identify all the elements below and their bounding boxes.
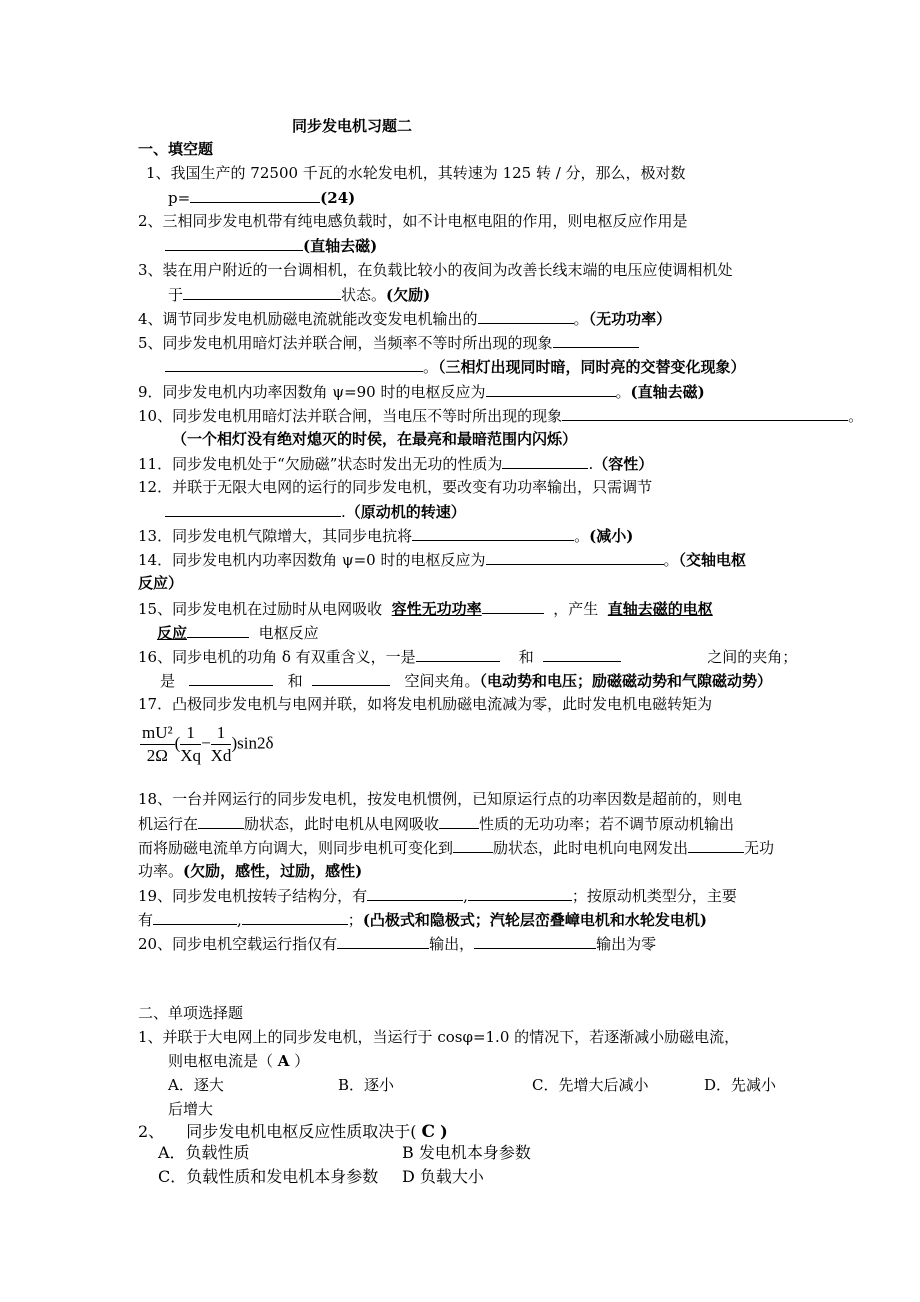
answer-blank (189, 670, 273, 686)
formula-fraction: $\frac{\text{mU²}}{2\Omega}$ (142, 723, 173, 765)
question-4-text: 4、调节同步发电机励磁电流就能改变发电机输出的 。（无功功率） (138, 310, 672, 328)
answer-blank (165, 501, 341, 517)
answer-blank (190, 187, 320, 203)
answer-blank (688, 837, 744, 853)
answer-blank (165, 235, 303, 251)
answer-blank (312, 670, 390, 686)
question-16-text: 16、同步电机的功角 δ 有双重含义，一是 和 之间的夹角； (138, 648, 798, 666)
answer-blank (439, 813, 479, 829)
answer-blank (553, 332, 639, 348)
answer-blank (412, 525, 574, 541)
section-fill-blank: 一、填空题 (138, 140, 214, 158)
question-20-text: 20、同步电机空载运行指仅有 输出， 输出为零 (138, 935, 657, 953)
question-18-line2: 机运行在 励状态，此时电机从电网吸收 性质的无功功率；若不调节原动机输出 (138, 815, 735, 833)
question-11-text: 11．同步发电机处于“欠励磁”状态时发出无功的性质为 .（容性） (138, 455, 654, 473)
answer-blank (502, 453, 588, 469)
question-18-text: 18、一台并网运行的同步发电机，按发电机惯例，已知原运行点的功率因数是超前的，则电 (138, 790, 743, 808)
torque-formula: $\frac{\text{mU²}}{2\Omega}$ ( $\frac{1}{Xq}$ − $\frac{1}{Xd}$ )sin2δ (142, 723, 274, 765)
question-15-cont: 反应 电枢反应 (157, 624, 319, 642)
answer-blank (337, 933, 429, 949)
answer-blank (453, 837, 493, 853)
question-1-blank-line: p= (24) (168, 189, 356, 207)
answer-blank (153, 909, 237, 925)
mc-2-answer: C (421, 1122, 436, 1142)
mc-2-option-d: D 负载大小 (402, 1167, 484, 1186)
question-3-blank-line: 于 状态。(欠励) (168, 286, 431, 304)
question-3-text: 3、装在用户附近的一台调相机，在负载比较小的夜间为改善长线末端的电压应使调相机处 (138, 261, 733, 279)
answer-blank (367, 885, 463, 901)
question-1-text: 1、我国生产的 72500 千瓦的水轮发电机，其转速为 125 转 / 分，那么，极对数 (146, 164, 686, 182)
question-14-answer-cont: 反应） (138, 574, 184, 592)
answer-blank (486, 549, 664, 565)
question-9-text: 9．同步发电机内功率因数角 ψ=90 时的电枢反应为 。(直轴去磁) (138, 383, 705, 401)
mc-question-2-text: 2、 同步发电机电枢反应性质取决于( C ) (138, 1122, 448, 1142)
answer-underlined: 容性无功功率 (391, 600, 482, 618)
answer-blank (198, 813, 244, 829)
answer-blank (242, 909, 348, 925)
mc-1-option-d: D．先减小 (704, 1076, 777, 1094)
answer-blank (478, 308, 574, 324)
question-18-line3: 而将励磁电流单方向调大，则同步电机可变化到 励状态，此时电机向电网发出 无功 (138, 839, 775, 857)
answer-blank (486, 381, 616, 397)
answer-blank (183, 284, 341, 300)
question-10-text: 10、同步发电机用暗灯法并联合闸，当电压不等时所出现的现象 。 (138, 407, 864, 425)
page-title: 同步发电机习题二 (292, 117, 413, 135)
question-5-blank-line: 。（三相灯出现同时暗，同时亮的交替变化现象） (165, 356, 746, 377)
question-14-text: 14．同步发电机内功率因数角 ψ=0 时的电枢反应为 。（交轴电枢 (138, 551, 747, 569)
answer-blank (543, 646, 621, 662)
question-10-answer: （一个相灯没有绝对熄灭的时侯，在最亮和最暗范围内闪烁） (172, 430, 578, 448)
question-19-line2: 有 , ；(凸极式和隐极式；汽轮层峦叠嶂电机和水轮发电机) (138, 911, 708, 929)
question-12-text: 12．并联于无限大电网的运行的同步发电机，要改变有功功率输出，只需调节 (138, 478, 653, 496)
mc-1-option-d-cont: 后增大 (168, 1100, 214, 1118)
question-2-text: 2、三相同步发电机带有纯电感负载时，如不计电枢电阻的作用，则电枢反应作用是 (138, 212, 688, 230)
question-12-blank-line: .（原动机的转速） (165, 501, 466, 522)
question-19-text: 19、同步发电机按转子结构分，有 , ；按原动机类型分，主要 (138, 887, 737, 905)
question-15-text: 15、同步发电机在过励时从电网吸收 容性无功功率 ，产生 直轴去磁的电枢 (138, 600, 713, 618)
question-18-line4: 功率。(欠励，感性，过励，感性) (138, 862, 363, 880)
section-multiple-choice: 二、单项选择题 (138, 1004, 244, 1022)
mc-2-option-c: C．负载性质和发电机本身参数 (158, 1167, 379, 1186)
mc-question-1-text: 1、并联于大电网上的同步发电机，当运行于 cosφ=1.0 的情况下，若逐渐减小励磁电流， (138, 1028, 740, 1046)
mc-question-1-cont: 则电枢电流是（ A ） (168, 1052, 310, 1070)
answer-blank (468, 885, 572, 901)
question-2-blank-line: (直轴去磁) (165, 235, 377, 256)
question-13-text: 13．同步发电机气隙增大，其同步电抗将 。(减小) (138, 527, 634, 545)
question-17-text: 17．凸极同步发电机与电网并联，如将发电机励磁电流减为零，此时发电机电磁转矩为 (138, 695, 713, 713)
question-16-cont: 是 和 空间夹角。（电动势和电压；励磁磁动势和气隙磁动势） (160, 672, 773, 690)
mc-2-option-b: B 发电机本身参数 (402, 1143, 531, 1162)
mc-1-answer: A (277, 1052, 290, 1070)
question-5-text: 5、同步发电机用暗灯法并联合闸，当频率不等时所出现的现象 (138, 332, 639, 353)
answer-blank (562, 405, 848, 421)
mc-1-option-a: A．逐大 (168, 1076, 224, 1094)
mc-2-option-a: A．负载性质 (158, 1143, 250, 1162)
answer-blank (416, 646, 500, 662)
answer-blank (165, 356, 423, 372)
answer-underlined: 直轴去磁的电枢 (607, 600, 713, 618)
mc-1-option-b: B．逐小 (338, 1076, 395, 1094)
mc-1-option-c: C．先增大后减小 (532, 1076, 649, 1094)
answer-blank (474, 933, 596, 949)
